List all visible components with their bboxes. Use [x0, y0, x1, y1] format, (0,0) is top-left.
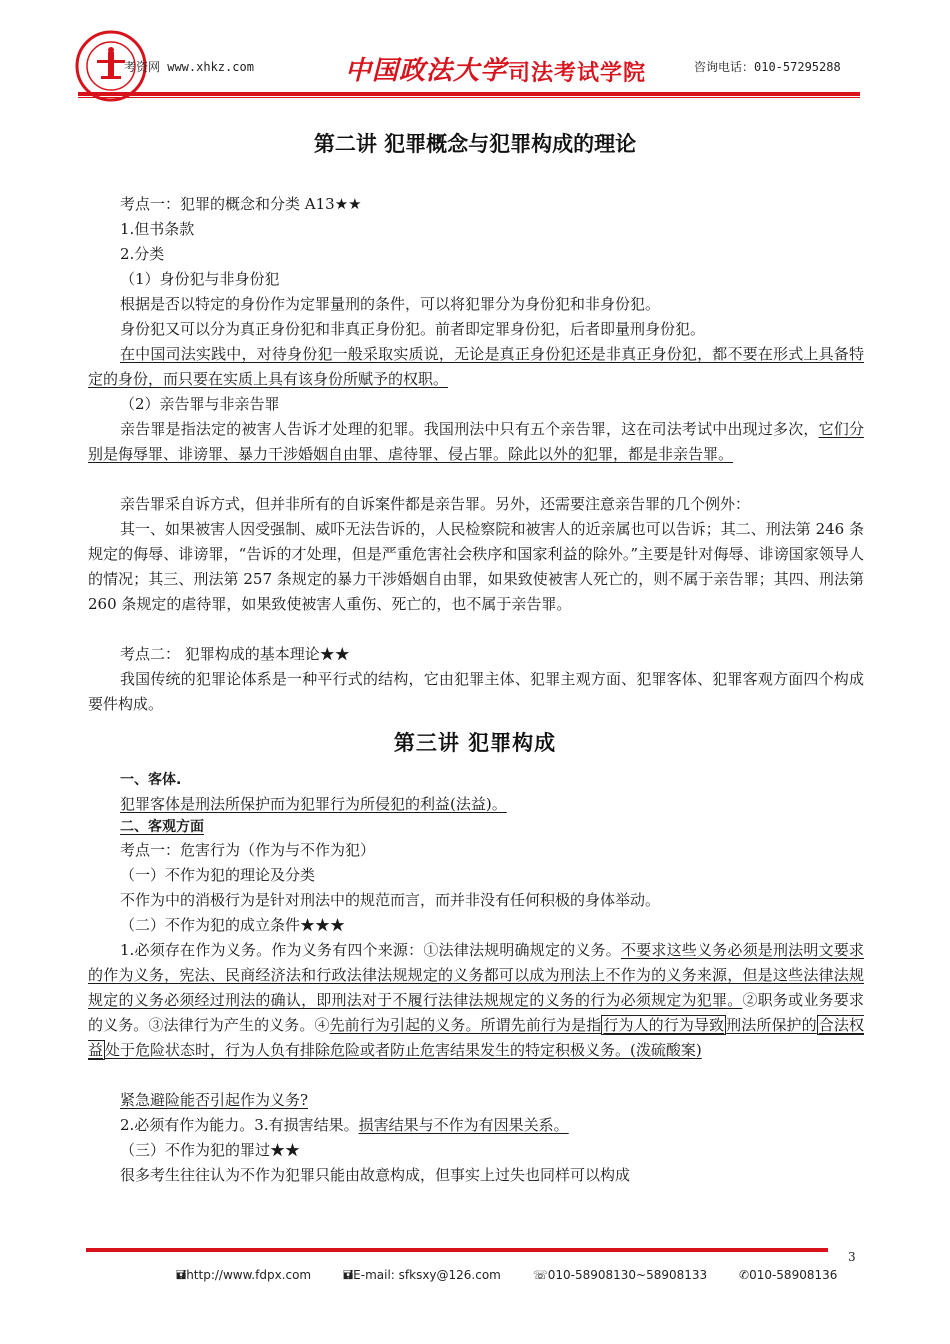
paragraph — [88, 1113, 864, 1138]
site-text: 考资网 www.xhkz.com — [124, 60, 254, 74]
underlined-text: 紧急避险能否引起作为义务? — [120, 1091, 309, 1109]
text: 亲告罪是指法定的被害人告诉才处理的犯罪。我国刑法中只有五个亲告罪，这在司法考试中出现过多次， — [120, 420, 819, 438]
paragraph: 很多考生往往认为不作为犯罪只能由故意构成，但事实上过失也同样可以构成 — [120, 1166, 631, 1184]
underlined-text: 处于危险状态时，行为人负有排除危险或者防止危害结果发生的特定积极义务。(泼硫酸案) — [105, 1041, 702, 1059]
paragraph-underlined — [88, 342, 864, 392]
email-link[interactable]: 🖬E-mail: sfksxy@126.com — [342, 1268, 501, 1282]
university-name: 中国政法大学 — [345, 56, 508, 86]
subheading: （三）不作为犯的罪过★★ — [120, 1141, 301, 1159]
header-divider — [78, 92, 860, 96]
footer-contact — [176, 1266, 865, 1287]
paragraph-underlined — [88, 792, 864, 817]
web-link[interactable]: 🖬http://www.fdpx.com — [176, 1268, 312, 1282]
underlined-text: 在中国司法实践中，对待身份犯一般采取实质说，无论是真正身份犯还是非真正身份犯，都不要在形式上具备特定的身份，而只要在实质上具有该身份所赋予的权职。 — [88, 345, 864, 388]
consult-phone: 咨询电话：010-57295288 — [694, 60, 841, 74]
underlined-text: 犯罪客体是刑法所保护而为犯罪行为所侵犯的利益(法益)。 — [120, 795, 507, 813]
paragraph: 亲告罪采自诉方式，但并非所有的自诉案件都是亲告罪。另外，还需要注意亲告罪的几个例外： — [120, 495, 751, 513]
subheading-status-crime: （1）身份犯与非身份犯 — [120, 270, 280, 288]
text: 1.必须存在作为义务。作为义务有四个来源：①法律法规明确规定的义务。 — [120, 941, 621, 959]
exam-point-1: 考点一：犯罪的概念和分类 A13★★ — [120, 195, 362, 213]
underlined-text: 损害结果与不作为有因果关系。 — [358, 1116, 569, 1134]
boxed-text: 合法权益 — [88, 1016, 864, 1059]
section-heading-object: 一、客体. — [120, 772, 182, 788]
web-text: http://www.fdpx.com — [186, 1268, 312, 1282]
underlined-text: 它们分别是侮辱罪、诽谤罪、暴力干涉婚姻自由罪、虐待罪、侵占罪。除此以外的犯罪，都是非亲告罪。 — [88, 420, 864, 463]
question-underlined — [88, 1088, 864, 1113]
subheading: （一）不作为犯的理论及分类 — [120, 866, 316, 884]
school-name: 司法考试学院 — [508, 61, 647, 86]
paragraph: 其一、如果被害人因受强制、威吓无法告诉的，人民检察院和被害人的近亲属也可以告诉；其二、刑法第 246 条规定的侮辱、诽谤罪，“告诉的才处理，但是严重危害社会秩序和国家利益的除外。”主要是针对侮辱、诽谤国家领导人的情况；其三、刑法第 257 条规定的暴力干涉婚姻自由罪，如果致使被害人死亡的，则不属于亲告罪；其四、刑法第 260 条规定的虐待罪，如果致使被害人重伤、死亡的，也不属于亲告罪。 — [88, 520, 864, 613]
underlined-text: 先前行为引起的义务。所谓先前行为是指 — [329, 1016, 602, 1034]
footer-divider — [86, 1248, 828, 1252]
fax-text: 010-58908136 — [749, 1268, 838, 1282]
paragraph: 不作为中的消极行为是针对刑法中的规范而言，而并非没有任何积极的身体举动。 — [120, 891, 661, 909]
lecture-3-title: 第三讲 犯罪构成 — [393, 731, 557, 755]
fax-info: ✆010-58908136 — [739, 1268, 838, 1282]
item-proviso: 1.但书条款 — [120, 220, 195, 238]
boxed-text: 行为人的行为导致 — [603, 1016, 725, 1034]
exam-point: 考点一：危害行为（作为与不作为犯） — [120, 841, 376, 859]
subheading: （二）不作为犯的成立条件★★★ — [120, 916, 346, 934]
tel-text: 010-58908130~58908133 — [547, 1268, 708, 1282]
lecture-2-title: 第二讲 犯罪概念与犯罪构成的理论 — [313, 132, 637, 156]
paragraph: 我国传统的犯罪论体系是一种平行式的结构，它由犯罪主体、犯罪主观方面、犯罪客体、犯罪客观方面四个构成要件构成。 — [88, 670, 864, 713]
paragraph — [88, 417, 864, 467]
section-heading-objective — [88, 815, 864, 840]
item-classification: 2.分类 — [120, 245, 165, 263]
tel-info: ☏010-58908130~58908133 — [532, 1268, 708, 1282]
paragraph: 根据是否以特定的身份作为定罪量刑的条件，可以将犯罪分为身份犯和非身份犯。 — [120, 295, 661, 313]
text: ②职务或业务要求的义务。③法律行为产生的义务。④ — [88, 991, 864, 1034]
underlined-text: 不要求这些义务必须是刑法明文要求的作为义务，宪法、民商经济法和行政法律法规规定的义务都可以成为刑法上不作为的义务来源，但是这些法律法规规定的义务必须经过刑法的确认，即刑法对于不履行法律法规规定的义务的行为必须规定为犯罪。 — [88, 941, 864, 1009]
subheading-complaint-crime: （2）亲告罪与非亲告罪 — [120, 395, 280, 413]
text: 2.必须有作为能力。3.有损害结果。 — [120, 1116, 359, 1134]
exam-point-2: 考点二： 犯罪构成的基本理论★★ — [120, 645, 350, 663]
paragraph-obligation-sources — [88, 938, 864, 1063]
underlined-text: 刑法所保护的 — [726, 1016, 817, 1034]
page-number: 3 — [848, 1250, 856, 1264]
paragraph: 身份犯又可以分为真正身份犯和非真正身份犯。前者即定罪身份犯，后者即量刑身份犯。 — [120, 320, 706, 338]
header-divider-thin — [78, 97, 860, 98]
email-text: E-mail: sfksxy@126.com — [353, 1268, 501, 1282]
underlined-heading: 二、客观方面 — [120, 819, 204, 835]
